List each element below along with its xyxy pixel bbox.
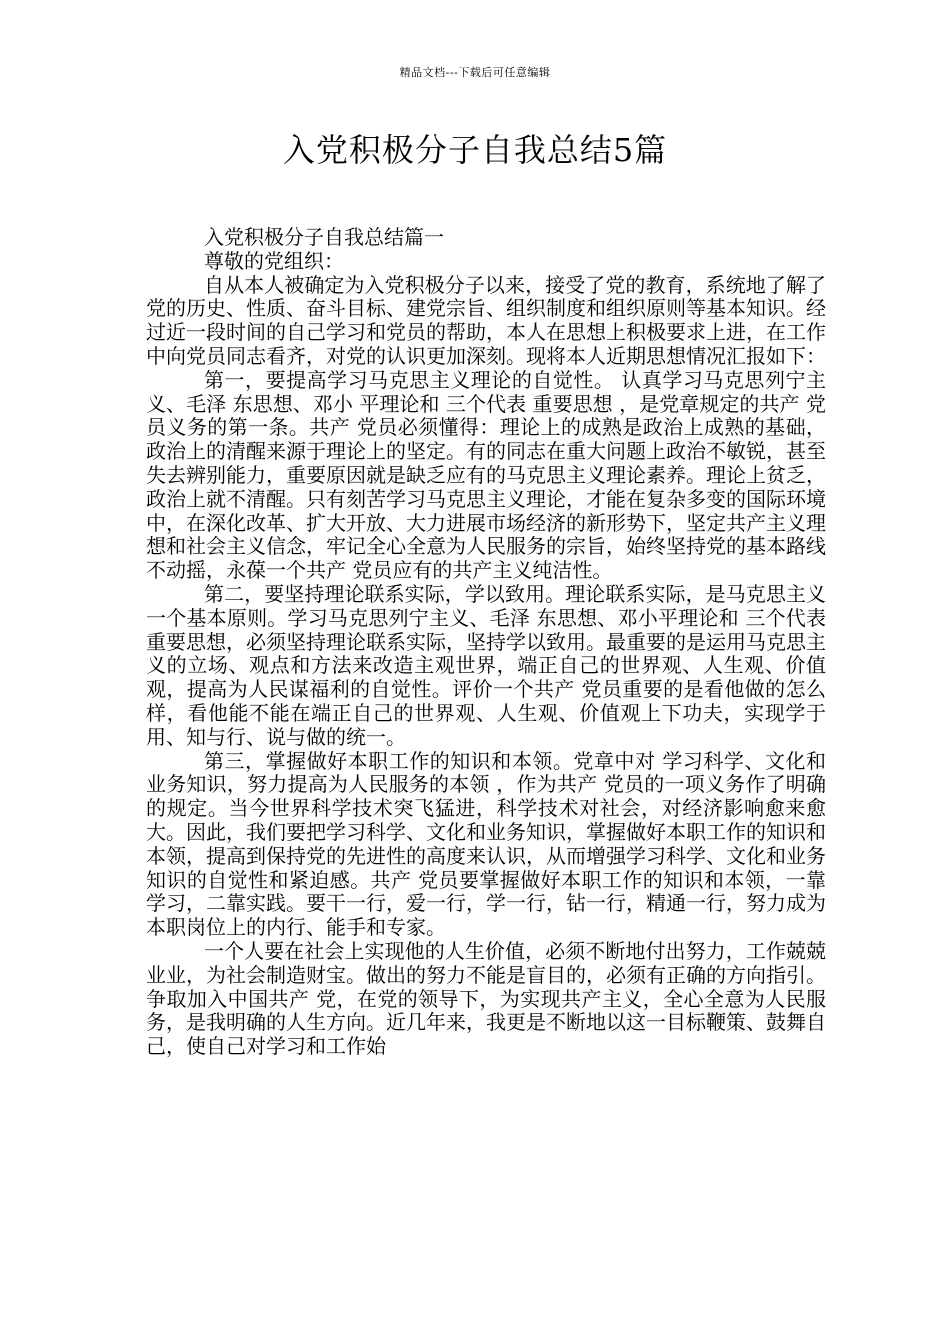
- body-paragraph: 第二，要坚持理论联系实际，学以致用。理论联系实际，是马克思主义一个基本原则。学习马克思列宁主义、毛泽 东思想、邓小平理论和 三个代表 重要思想，必须坚持理论联系实际，坚持学以致用。最重要的是运用马克思主义的立场、观点和方法来改造主观世界，端正自己的世界观、人生观、价值观，提高为人民谋福利的自觉性。评价一个共产 党员重要的是看他做的怎么样，看他能不能在端正自己的世界观、人生观、价值观上下功夫，实现学于用、知与行、说与做的统一。: [146, 581, 826, 749]
- salutation: 尊敬的党组织：: [204, 248, 344, 273]
- body-paragraph: 自从本人被确定为入党积极分子以来，接受了党的教育，系统地了解了党的历史、性质、奋斗目标、建党宗旨、组织制度和组织原则等基本知识。经过近一段时间的自己学习和党员的帮助，本人在思想上积极要求上进，在工作中向党员同志看齐，对党的认识更加深刻。现将本人近期思想情况汇报如下：: [146, 272, 826, 368]
- page-header-note: 精品文档---下载后可任意编辑: [399, 66, 551, 79]
- body-paragraph: 第三，掌握做好本职工作的知识和本领。党章中对 学习科学、文化和业务知识，努力提高为人民服务的本领 ，作为共产 党员的一项义务作了明确的规定。当今世界科学技术突飞猛进，科学技术对社会，对经济影响愈来愈大。因此，我们要把学习科学、文化和业务知识，掌握做好本职工作的知识和本领，提高到保持党的先进性的高度来认识，从而增强学习科学、文化和业务知识的自觉性和紧迫感。共产 党员要掌握做好本职工作的知识和本领，一靠学习，二靠实践。要干一行，爱一行，学一行，钻一行，精通一行，努力成为本职岗位上的内行、能手和专家。: [146, 748, 826, 940]
- body-paragraph: 一个人要在社会上实现他的人生价值，必须不断地付出努力，工作兢兢业业，为社会制造财宝。做出的努力不能是盲目的，必须有正确的方向指引。争取加入中国共产 党，在党的领导下，为实现共产主义，全心全意为人民服务，是我明确的人生方向。近几年来，我更是不断地以这一目标鞭策、鼓舞自己，使自己对学习和工作始: [146, 938, 826, 1059]
- body-paragraph: 第一，要提高学习马克思主义理论的自觉性。 认真学习马克思列宁主义、毛泽 东思想、邓小 平理论和 三个代表 重要思想 ，是党章规定的共产 党员义务的第一条。共产 党员必须懂得：理论上的成熟是政治上成熟的基础，政治上的清醒来源于理论上的坚定。有的同志在重大问题上政治不敏锐，甚至失去辨别能力，重要原因就是缺乏应有的马克思主义理论素养。理论上贫乏，政治上就不清醒。只有刻苦学习马克思主义理论，才能在复杂多变的国际环境中，在深化改革、扩大开放、大力进展市场经济的新形势下，坚定共产主义理想和社会主义信念，牢记全心全意为人民服务的宗旨，始终坚持党的基本路线不动摇，永葆一个共产 党员应有的共产主义纯洁性。: [146, 367, 826, 583]
- document-title: 入党积极分子自我总结5篇: [282, 131, 668, 169]
- section-heading: 入党积极分子自我总结篇一: [204, 225, 444, 249]
- document-body: [146, 226, 826, 1059]
